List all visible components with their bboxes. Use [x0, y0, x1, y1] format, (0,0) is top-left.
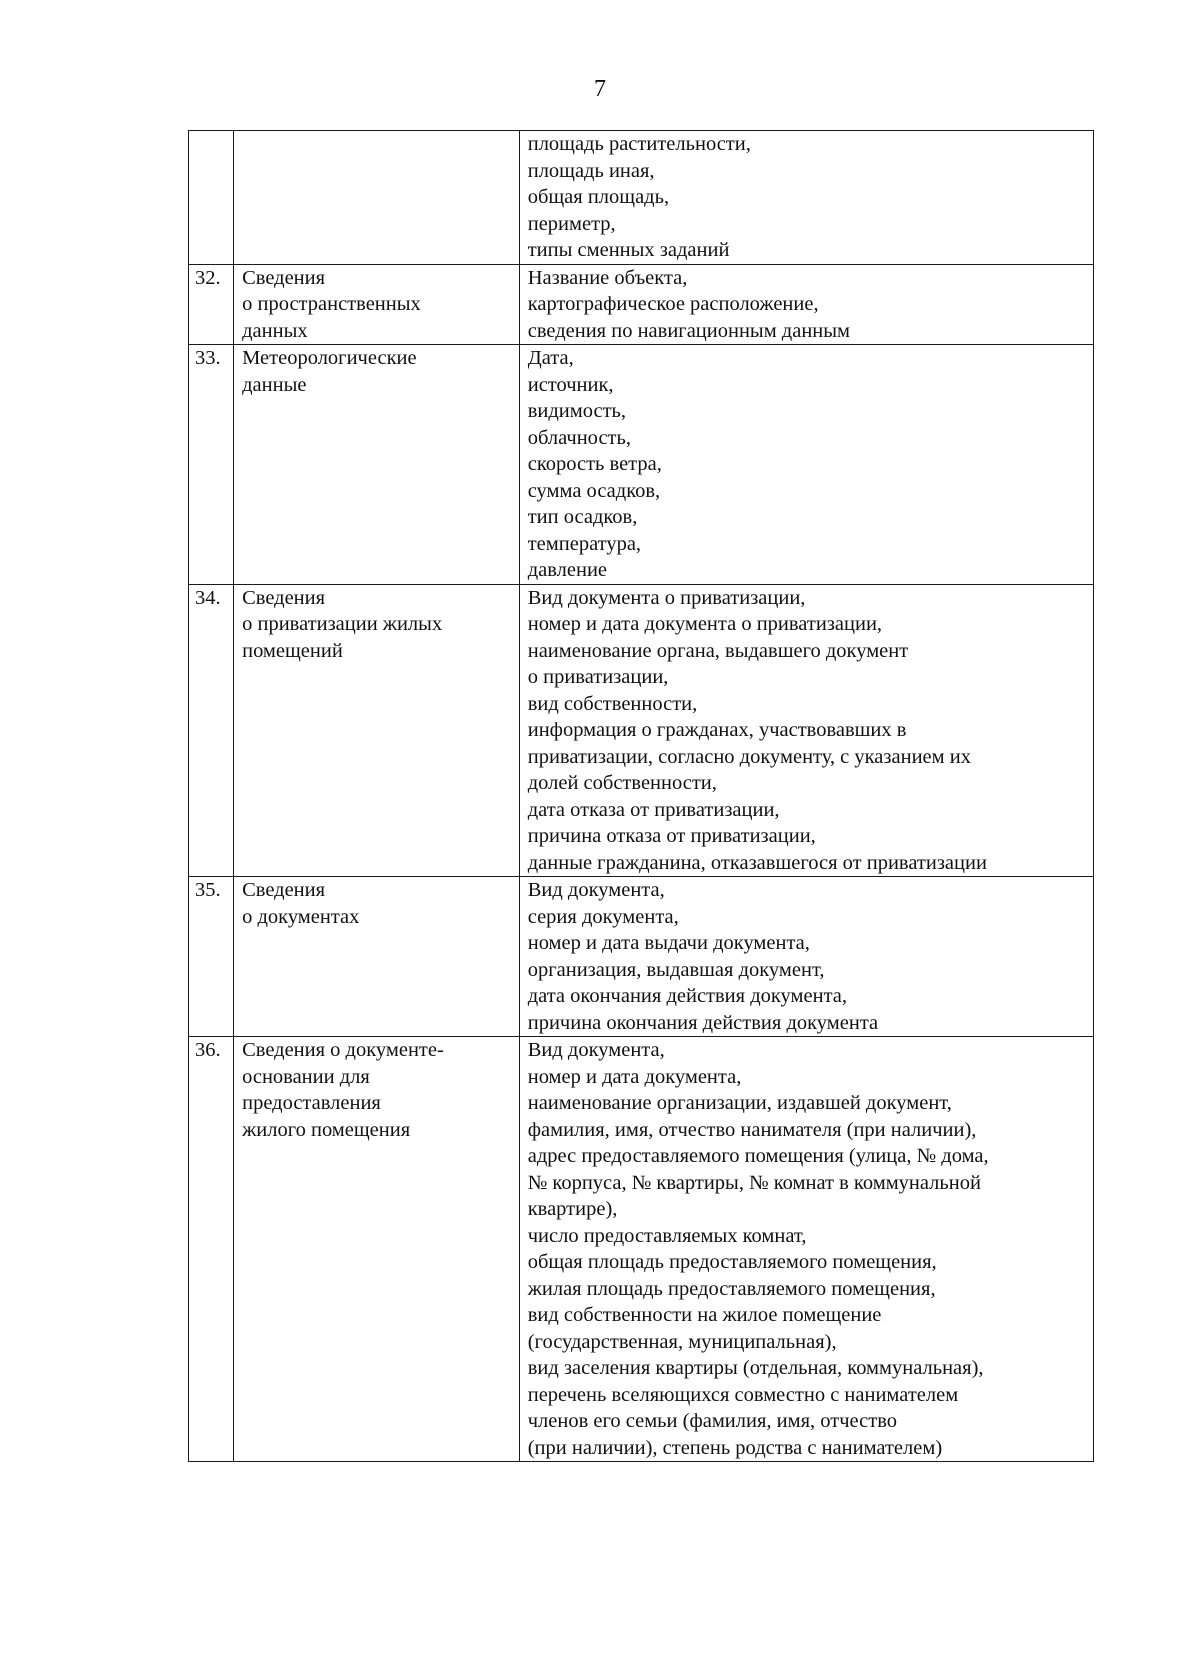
info-field-line: вид заселения квартиры (отдельная, коммунальная), — [527, 1357, 984, 1379]
info-field-line: облачность, — [527, 426, 631, 449]
info-fields-cell — [519, 264, 1093, 345]
info-field-line: число предоставляемых комнат, — [527, 1224, 807, 1247]
table-row — [189, 264, 1094, 345]
info-field-line: дата отказа от приватизации, — [527, 798, 780, 821]
table-row — [189, 345, 1094, 585]
row-number-cell — [189, 131, 234, 265]
info-name-line: предоставления — [242, 1092, 381, 1114]
info-name-cell — [234, 345, 520, 585]
info-field-line: Вид документа, — [527, 879, 665, 901]
info-name-cell — [234, 1037, 520, 1462]
info-name-cell — [234, 877, 520, 1037]
info-field-line: скорость ветра, — [527, 453, 662, 475]
info-field-line: организация, выдавшая документ, — [527, 958, 825, 981]
info-field-line: номер и дата документа, — [527, 1065, 742, 1088]
row-number: 35. — [195, 879, 221, 901]
info-field-line: о приватизации, — [527, 666, 669, 688]
info-field-line: видимость, — [527, 400, 627, 422]
info-field-line: № корпуса, № квартиры, № комнат в коммунальной — [527, 1171, 981, 1194]
table-row — [189, 1037, 1094, 1462]
info-field-line: Название объекта, — [527, 266, 688, 289]
info-name-line: Сведения — [242, 879, 326, 901]
info-field-line: типы сменных заданий — [527, 239, 730, 261]
info-field-line: (при наличии), степень родства с нанимателем) — [527, 1436, 943, 1459]
info-name-cell — [234, 264, 520, 345]
info-field-line: причина отказа от приватизации, — [527, 825, 816, 847]
info-field-line: Дата, — [527, 347, 574, 369]
info-field-line: вид собственности на жилое помещение — [527, 1304, 882, 1326]
table-row — [189, 877, 1094, 1037]
info-name-line: о пространственных — [242, 293, 421, 315]
info-field-line: перечень вселяющихся совместно с нанимателем — [527, 1383, 959, 1406]
info-name-line: данные — [242, 373, 307, 396]
info-name-line: Метеорологические — [242, 347, 417, 369]
row-number: 36. — [195, 1039, 221, 1061]
info-field-line: источник, — [527, 373, 614, 396]
info-field-line: наименование органа, выдавшего документ — [527, 639, 909, 662]
info-fields-cell — [519, 877, 1093, 1037]
info-field-line: долей собственности, — [527, 772, 717, 794]
page-number: 7 — [594, 76, 606, 102]
row-number: 34. — [195, 586, 221, 609]
info-fields-cell — [519, 1037, 1093, 1462]
row-number-cell — [189, 584, 234, 877]
info-fields-cell — [519, 345, 1093, 585]
info-field-line: сумма осадков, — [527, 479, 661, 502]
info-field-line: площадь растительности, — [527, 133, 751, 155]
info-field-line: членов его семьи (фамилия, имя, отчество — [527, 1410, 897, 1432]
info-field-line: площадь иная, — [527, 159, 655, 182]
table-body — [189, 131, 1094, 1462]
row-number-cell — [189, 345, 234, 585]
info-field-line: фамилия, имя, отчество нанимателя (при наличии), — [527, 1118, 977, 1141]
info-field-line: давление — [527, 559, 608, 581]
row-number-cell — [189, 264, 234, 345]
info-fields-cell — [519, 584, 1093, 877]
info-field-line: адрес предоставляемого помещения (улица, № дома, — [527, 1145, 989, 1167]
info-field-line: данные гражданина, отказавшегося от приватизации — [527, 851, 987, 874]
info-name-line: Сведения о документе- — [242, 1039, 444, 1061]
info-field-line: номер и дата документа о приватизации, — [527, 613, 883, 635]
info-field-line: общая площадь предоставляемого помещения, — [527, 1251, 937, 1273]
info-field-line: температура, — [527, 532, 642, 555]
row-number: 33. — [195, 347, 221, 369]
info-name-line: основании для — [242, 1065, 370, 1088]
info-name-line: о приватизации жилых — [242, 613, 443, 635]
info-field-line: дата окончания действия документа, — [527, 985, 848, 1007]
info-field-line: тип осадков, — [527, 506, 638, 528]
info-name-cell — [234, 584, 520, 877]
row-number: 32. — [195, 266, 221, 289]
info-field-line: жилая площадь предоставляемого помещения, — [527, 1277, 936, 1300]
info-field-line: приватизации, согласно документу, с указанием их — [527, 745, 971, 768]
info-field-line: информация о гражданах, участвовавших в — [527, 719, 907, 741]
info-field-line: квартире), — [527, 1198, 618, 1220]
table-row — [189, 584, 1094, 877]
info-field-line: картографическое расположение, — [527, 293, 819, 315]
table-row — [189, 131, 1094, 265]
info-name-line: помещений — [242, 639, 343, 662]
info-field-line: причина окончания действия документа — [527, 1011, 879, 1034]
info-field-line: периметр, — [527, 212, 616, 235]
info-name-line: о документах — [242, 905, 360, 928]
row-number-cell — [189, 1037, 234, 1462]
info-field-line: серия документа, — [527, 905, 679, 928]
info-field-line: сведения по навигационным данным — [527, 319, 851, 342]
info-fields-cell — [519, 131, 1093, 265]
info-name-line: Сведения — [242, 586, 326, 609]
info-name-cell — [234, 131, 520, 265]
info-field-line: вид собственности, — [527, 692, 698, 715]
info-field-line: (государственная, муниципальная), — [527, 1330, 837, 1353]
info-field-line: Вид документа, — [527, 1039, 665, 1061]
info-field-line: номер и дата выдачи документа, — [527, 932, 810, 954]
info-field-line: наименование организации, издавшей документ, — [527, 1092, 952, 1114]
info-field-line: Вид документа о приватизации, — [527, 586, 806, 609]
info-name-line: жилого помещения — [242, 1118, 411, 1141]
row-number-cell — [189, 877, 234, 1037]
info-field-line: общая площадь, — [527, 186, 670, 208]
info-name-line: Сведения — [242, 266, 326, 289]
data-table — [188, 130, 1094, 1462]
info-name-line: данных — [242, 319, 308, 342]
